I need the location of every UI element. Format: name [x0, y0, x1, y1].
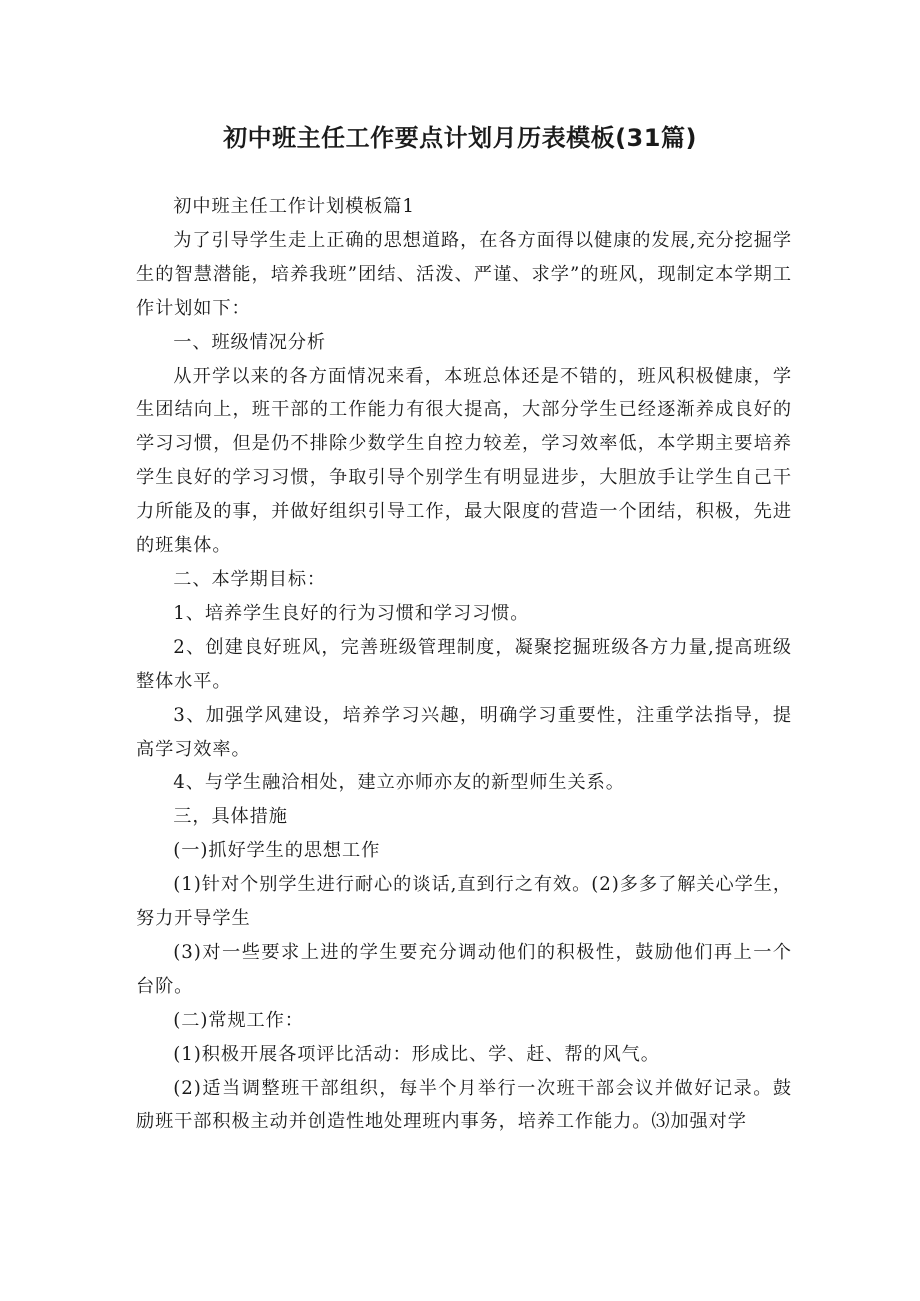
paragraph: (1)积极开展各项评比活动：形成比、学、赶、帮的风气。 — [173, 1043, 660, 1065]
list-item: 3、加强学风建设，培养学习兴趣，明确学习重要性，注重学法指导，提高学习效率。 — [136, 704, 792, 760]
section-heading: 初中班主任工作计划模板篇1 — [173, 196, 415, 217]
section-heading: 三，具体措施 — [173, 806, 288, 828]
section-heading: 一、班级情况分析 — [173, 331, 326, 353]
document-title: 初中班主任工作要点计划月历表模板(31篇) — [223, 124, 697, 152]
list-item: 2、创建良好班风，完善班级管理制度，凝聚挖掘班级各方力量,提高班级整体水平。 — [136, 636, 792, 692]
paragraph: (3)对一些要求上进的学生要充分调动他们的积极性，鼓励他们再上一个台阶。 — [136, 941, 792, 997]
list-item: 1、培养学生良好的行为习惯和学习习惯。 — [173, 602, 530, 624]
paragraph: (2)适当调整班干部组织，每半个月举行一次班干部会议并做好记录。鼓励班干部积极主动并创造性地处理班内事务，培养工作能力。⑶加强对学 — [136, 1077, 792, 1133]
paragraph: 为了引导学生走上正确的思想道路，在各方面得以健康的发展,充分挖掘学生的智慧潜能，培养我班”团结、活泼、严谨、求学”的班风，现制定本学期工作计划如下： — [136, 229, 792, 319]
subsection-heading: (一)抓好学生的思想工作 — [173, 840, 381, 862]
list-item: 4、与学生融洽相处，建立亦师亦友的新型师生关系。 — [173, 772, 625, 794]
subsection-heading: (二)常规工作： — [173, 1009, 304, 1031]
paragraph: (1)针对个别学生进行耐心的谈话,直到行之有效。(2)多多了解关心学生，努力开导学生 — [136, 874, 792, 930]
section-heading: 二、本学期目标： — [173, 568, 326, 590]
paragraph: 从开学以来的各方面情况来看，本班总体还是不错的，班风积极健康，学生团结向上，班干部的工作能力有很大提高，大部分学生已经逐渐养成良好的学习习惯，但是仍不排除少数学生自控力较差，学习效率低，本学期主要培养学生良好的学习习惯，争取引导个别学生有明显进步，大胆放手让学生自己干力所能及的事，并做好组织引导工作，最大限度的营造一个团结，积极，先进的班集体。 — [136, 365, 792, 557]
document-body — [136, 190, 792, 1139]
